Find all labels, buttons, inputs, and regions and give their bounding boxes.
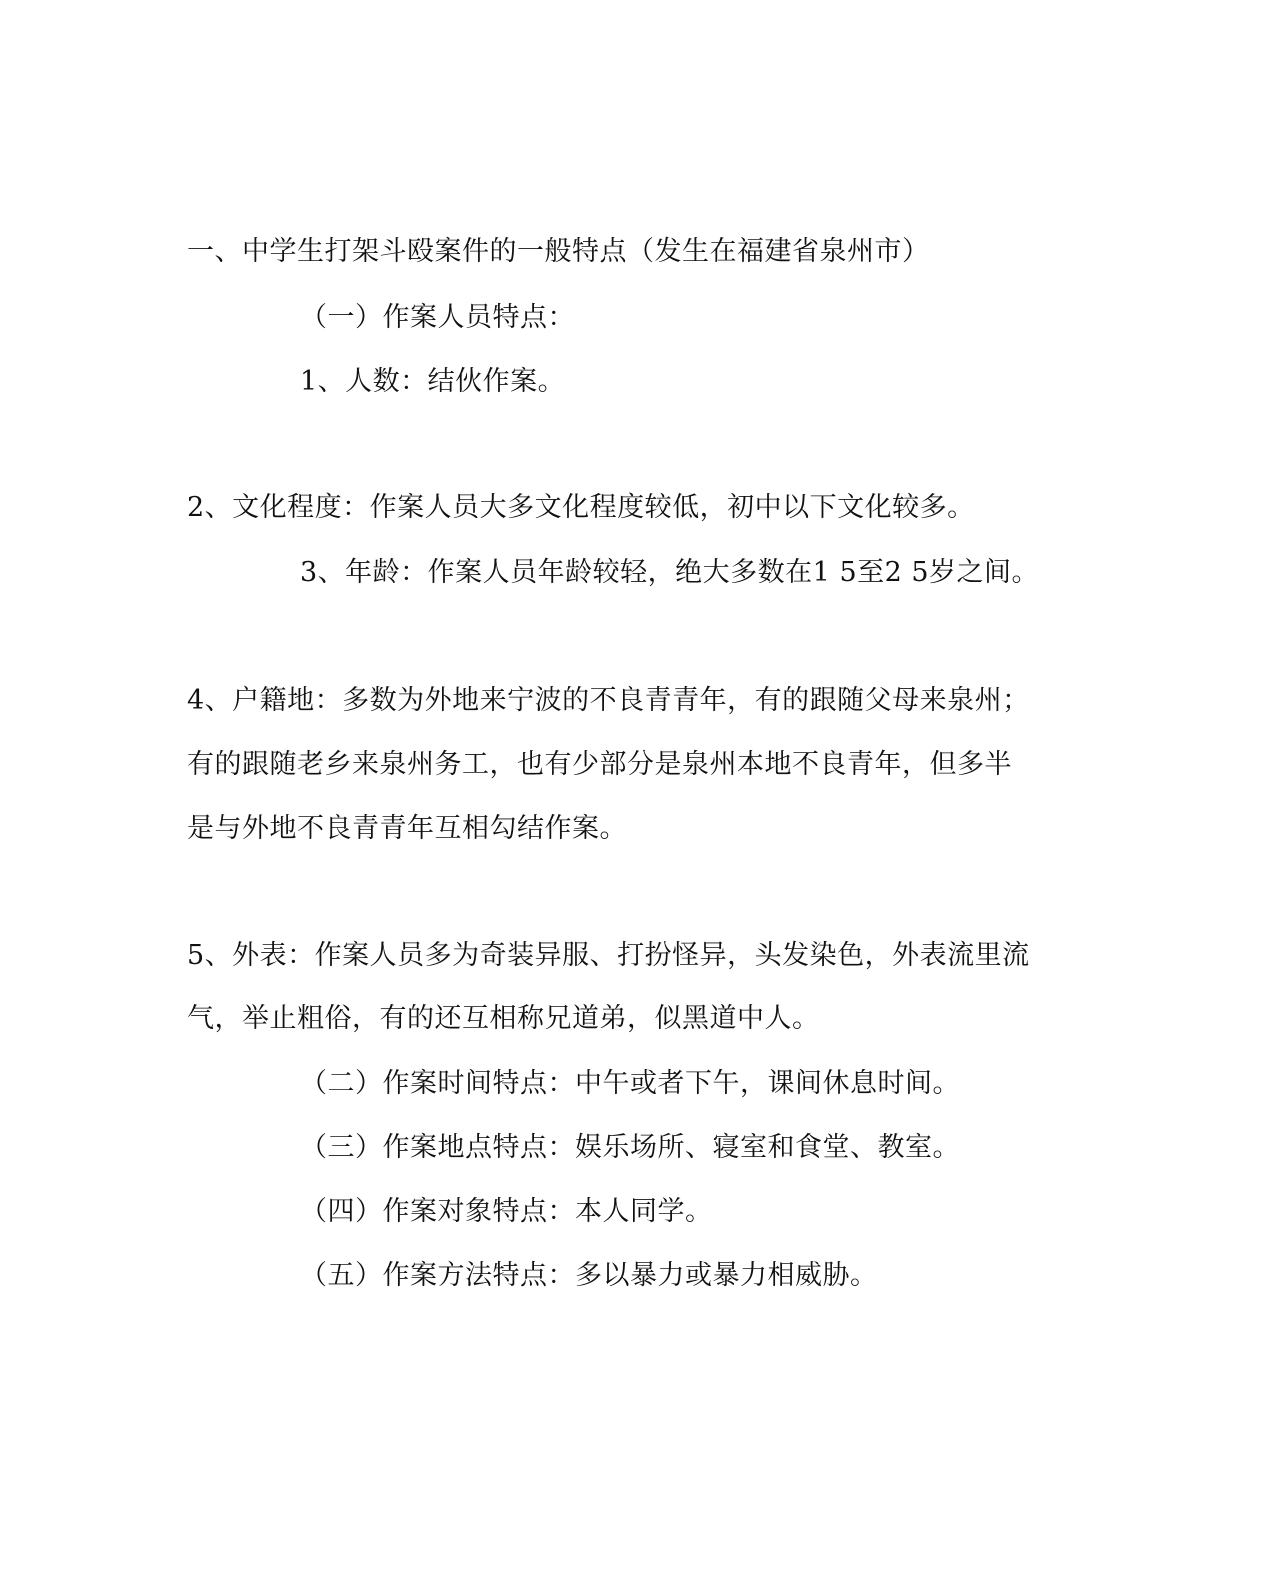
paragraph-line: 3、年龄：作案人员年龄较轻，绝大多数在1 5至2 5岁之间。 bbox=[300, 557, 1040, 588]
paragraph-line: 有的跟随老乡来泉州务工，也有少部分是泉州本地不良青年，但多半 bbox=[187, 749, 1012, 780]
paragraph-line: 4、户籍地：多数为外地来宁波的不良青青年，有的跟随父母来泉州； bbox=[187, 685, 1030, 716]
paragraph-line: 1、人数：结伙作案。 bbox=[300, 366, 566, 397]
subheading-perpetrators: （一）作案人员特点： bbox=[300, 302, 575, 333]
section-heading: 一、中学生打架斗殴案件的一般特点（发生在福建省泉州市） bbox=[187, 236, 930, 267]
paragraph-line: 气，举止粗俗，有的还互相称兄道弟，似黑道中人。 bbox=[187, 1003, 820, 1034]
paragraph-line: 是与外地不良青青年互相勾结作案。 bbox=[187, 813, 627, 844]
subheading-time: （二）作案时间特点：中午或者下午，课间休息时间。 bbox=[300, 1068, 960, 1099]
paragraph-line: 5、外表：作案人员多为奇装异服、打扮怪异，头发染色，外表流里流 bbox=[187, 940, 1030, 971]
subheading-target: （四）作案对象特点：本人同学。 bbox=[300, 1196, 713, 1227]
subheading-method: （五）作案方法特点：多以暴力或暴力相威胁。 bbox=[300, 1260, 878, 1291]
paragraph-line: 2、文化程度：作案人员大多文化程度较低，初中以下文化较多。 bbox=[187, 492, 975, 523]
subheading-location: （三）作案地点特点：娱乐场所、寝室和食堂、教室。 bbox=[300, 1132, 960, 1163]
